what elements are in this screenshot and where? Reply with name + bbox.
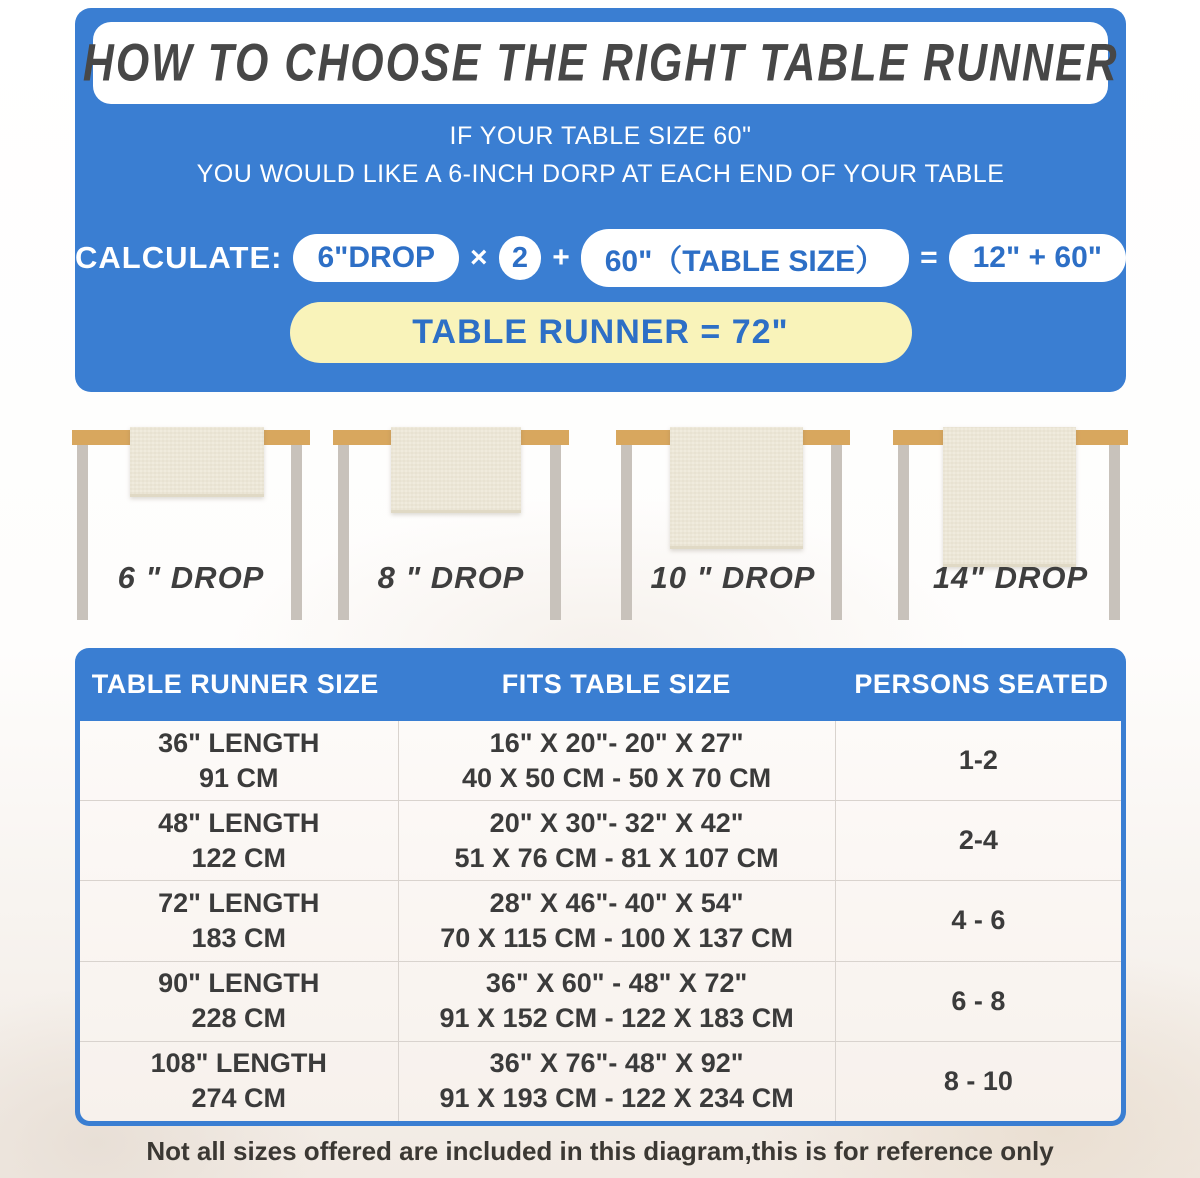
fits-table-cell — [398, 962, 835, 1041]
multiplier-badge: 2 — [499, 236, 542, 280]
table-size-pill: 60"（TABLE SIZE） — [581, 229, 909, 287]
size-table-body — [80, 721, 1121, 1121]
runner-length: 90" LENGTH — [158, 968, 320, 999]
table-runner — [130, 427, 264, 497]
persons-cell: 8 - 10 — [835, 1042, 1121, 1121]
formula-row — [75, 232, 1126, 284]
calculate-label: CALCULATE: — [75, 240, 283, 275]
column-header-persons-seated: PERSONS SEATED — [854, 669, 1109, 699]
table-figure-8-drop — [333, 392, 569, 648]
calculation-panel — [75, 8, 1126, 392]
fits-inches: 36" X 60" - 48" X 72" — [485, 968, 748, 999]
runner-size-cell — [80, 801, 398, 880]
page-title: HOW TO CHOOSE THE RIGHT TABLE RUNNER — [82, 33, 1119, 92]
drop-label: 14" DROP — [932, 560, 1089, 595]
size-table-panel — [75, 648, 1126, 1126]
table-figure-6-drop — [72, 392, 310, 648]
runner-size-cell — [80, 962, 398, 1041]
fits-table-cell — [398, 881, 835, 960]
persons-cell: 2-4 — [835, 801, 1121, 880]
fits-cm: 40 X 50 CM - 50 X 70 CM — [462, 762, 772, 793]
persons-cell: 1-2 — [835, 721, 1121, 800]
column-header-runner-size: TABLE RUNNER SIZE — [91, 669, 379, 699]
runner-length-cm: 91 CM — [198, 762, 279, 793]
drop-label: 6 " DROP — [117, 560, 265, 595]
runner-length-cm: 228 CM — [191, 1003, 287, 1034]
runner-length: 36" LENGTH — [158, 727, 320, 758]
fits-inches: 16" X 20"- 20" X 27" — [489, 727, 744, 758]
table-figure-10-drop — [616, 392, 850, 648]
persons-cell: 6 - 8 — [835, 962, 1121, 1041]
table-row — [80, 721, 1121, 800]
runner-length-cm: 122 CM — [191, 842, 287, 873]
drop-label: 8 " DROP — [377, 560, 525, 595]
table-row — [80, 800, 1121, 880]
answer-pill: TABLE RUNNER = 72" — [290, 302, 912, 363]
answer-row — [75, 302, 1126, 363]
persons-cell: 4 - 6 — [835, 881, 1121, 960]
runner-size-cell — [80, 881, 398, 960]
runner-length-cm: 183 CM — [191, 923, 287, 953]
title-banner — [82, 22, 1119, 104]
table-row — [80, 961, 1121, 1041]
intro-line-2: YOU WOULD LIKE A 6-INCH DORP AT EACH END OF YOUR TABLE — [196, 160, 1005, 188]
drop-value-pill: 6"DROP — [293, 234, 459, 282]
table-runner — [943, 427, 1076, 567]
disclaimer-note: Not all sizes offered are included in this diagram,this is for reference only — [146, 1136, 1054, 1166]
fits-table-cell — [398, 721, 835, 800]
runner-size-cell — [80, 721, 398, 800]
runner-length: 72" LENGTH — [158, 887, 320, 918]
column-header-fits-table-size: FITS TABLE SIZE — [501, 669, 731, 699]
table-row — [80, 1041, 1121, 1121]
table-runner — [670, 427, 803, 549]
fits-cm: 91 X 193 CM - 122 X 234 CM — [439, 1083, 794, 1114]
table-row — [80, 880, 1121, 960]
equals-operator: = — [920, 241, 938, 274]
fits-cm: 51 X 76 CM - 81 X 107 CM — [454, 842, 779, 873]
intro-line-1: IF YOUR TABLE SIZE 60" — [449, 122, 752, 150]
drop-illustrations — [0, 392, 1200, 648]
runner-length-cm: 274 CM — [191, 1083, 287, 1114]
plus-operator: + — [552, 241, 570, 274]
table-figure-14-drop — [893, 392, 1128, 648]
fits-cm: 70 X 115 CM - 100 X 137 CM — [440, 923, 793, 953]
multiply-operator: × — [470, 241, 488, 274]
runner-size-cell — [80, 1042, 398, 1121]
result-pill: 12" + 60" — [949, 234, 1126, 282]
runner-length: 48" LENGTH — [158, 807, 320, 838]
fits-table-cell — [398, 1042, 835, 1121]
fits-inches: 28" X 46"- 40" X 54" — [489, 887, 744, 918]
runner-length: 108" LENGTH — [150, 1048, 327, 1079]
drop-label: 10 " DROP — [650, 560, 816, 595]
table-runner — [391, 427, 521, 513]
fits-inches: 20" X 30"- 32" X 42" — [489, 807, 744, 838]
fits-table-cell — [398, 801, 835, 880]
fits-inches: 36" X 76"- 48" X 92" — [489, 1048, 744, 1079]
fits-cm: 91 X 152 CM - 122 X 183 CM — [439, 1003, 794, 1034]
size-table-header-row — [75, 648, 1126, 721]
